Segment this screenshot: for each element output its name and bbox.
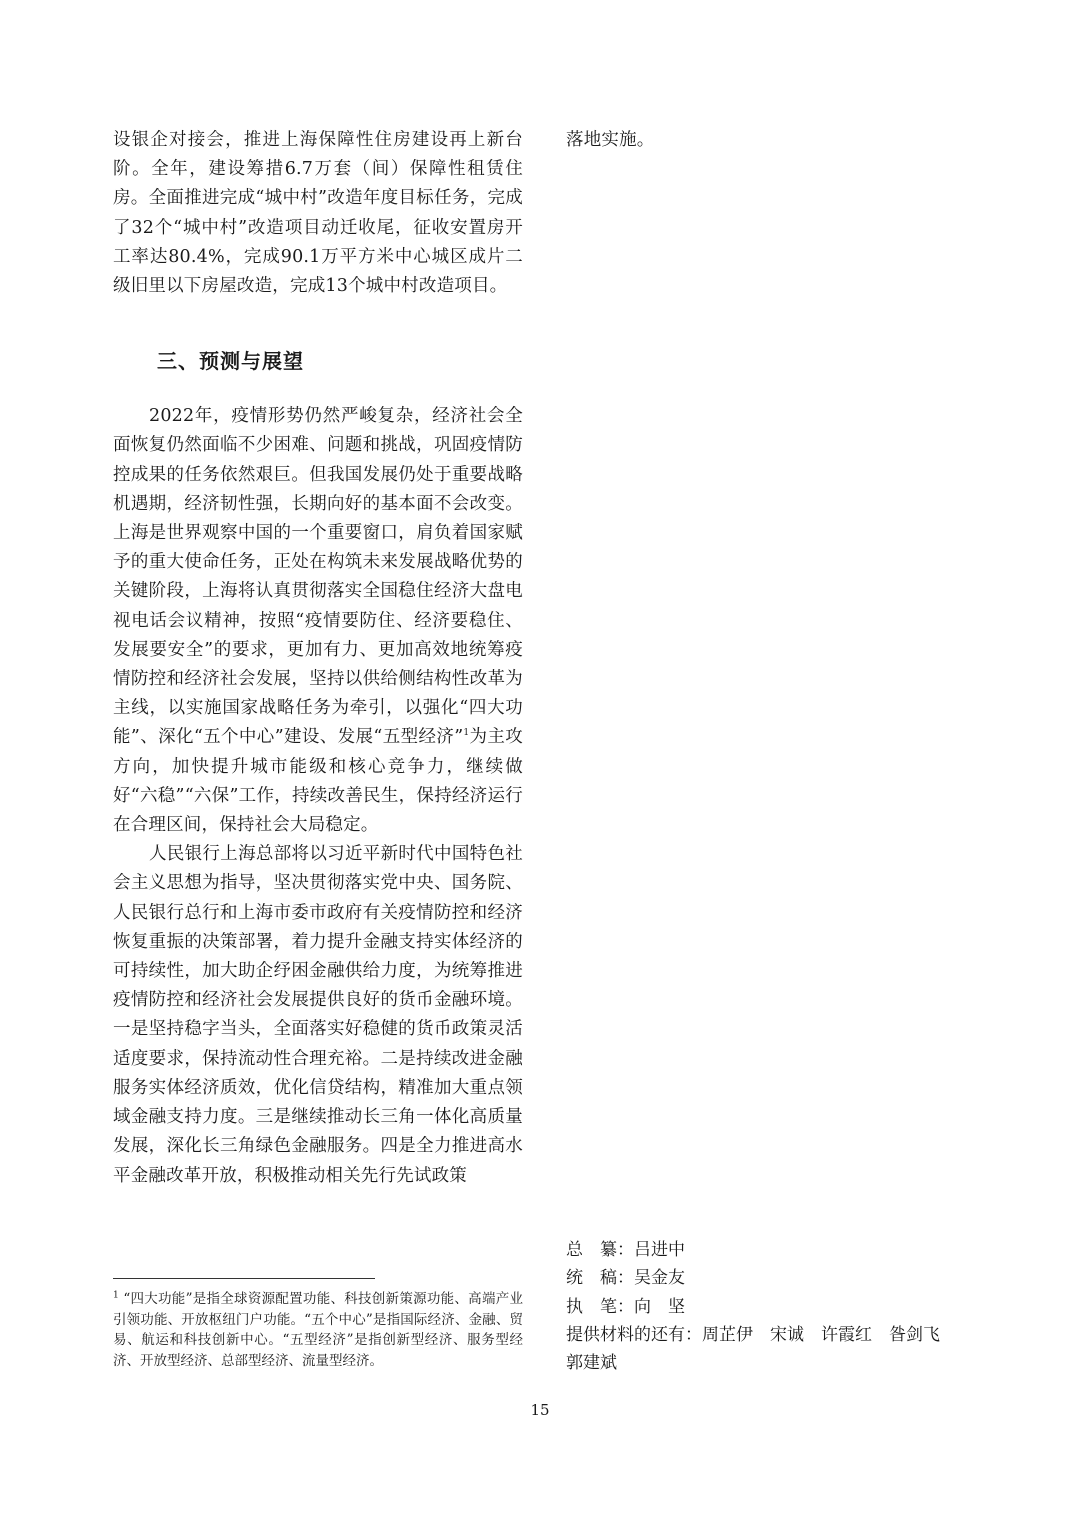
footnote-text: “四大功能”是指全球资源配置功能、科技创新策源功能、高端产业引领功能、开放枢纽门户功能。“五个中心”是指国际经济、金融、贸易、航运和科技创新中心。“五型经济”是指创新型经济、服务型经济、开放型经济、总部型经济、流量型经济。 bbox=[113, 1291, 523, 1369]
footnote-reference[interactable]: 1 bbox=[463, 728, 470, 739]
credit-role: 总 纂： bbox=[566, 1240, 634, 1260]
credit-names: 吕进中 bbox=[634, 1240, 685, 1260]
credit-role: 执 笔： bbox=[566, 1296, 634, 1317]
page-number: 15 bbox=[530, 1401, 550, 1419]
footnote-divider bbox=[113, 1278, 375, 1279]
credit-row-contributors-continued: 郭建斌 bbox=[566, 1353, 617, 1374]
body-paragraph-right-continued: 落地实施。 bbox=[566, 130, 655, 150]
right-column bbox=[566, 126, 986, 155]
credit-row-writer bbox=[566, 1293, 1036, 1321]
credit-names: 向 坚 bbox=[634, 1296, 685, 1317]
body-paragraph-continued: 设银企对接会，推进上海保障性住房建设再上新台阶。全年，建设筹措6.7万套（间）保障性租赁住房。全面推进完成“城中村”改造年度目标任务，完成了32个“城中村”改造项目动迁收尾，征收安置房开工率达80.4%，完成90.1万平方米中心城区成片二级旧里以下房屋改造，完成13个城中村改造项目。 bbox=[113, 130, 523, 297]
body-paragraph-pbc: 人民银行上海总部将以习近平新时代中国特色社会主义思想为指导，坚决贯彻落实党中央、国务院、人民银行总行和上海市委市政府有关疫情防控和经济恢复重振的决策部署，着力提升金融支持实体经济的可持续性，加大助企纾困金融供给力度，为统筹推进疫情防控和经济社会发展提供良好的货币金融环境。一是坚持稳字当头，全面落实好稳健的货币政策灵活适度要求，保持流动性合理充裕。二是持续改进金融服务实体经济质效，优化信贷结构，精准加大重点领域金融支持力度。三是继续推动长三角一体化高质量发展，深化长三角绿色金融服务。四是全力推进高水平金融改革开放，积极推动相关先行先试政策 bbox=[113, 844, 523, 1186]
paragraph-text-after-note: 为主攻方向，加快提升城市能级和核心竞争力，继续做好“六稳”“六保”工作，持续改善民生，保持经济运行在合理区间，保持社会大局稳定。 bbox=[113, 727, 523, 836]
footnote-marker: 1 bbox=[113, 1290, 119, 1301]
paragraph-text-before-note: 2022年，疫情形势仍然严峻复杂，经济社会全面恢复仍然面临不少困难、问题和挑战，巩固疫情防控成果的任务依然艰巨。但我国发展仍处于重要战略机遇期，经济韧性强，长期向好的基本面不会改变。上海是世界观察中国的一个重要窗口，肩负着国家赋予的重大使命任务，正处在构筑未来发展战略优势的关键阶段，上海将认真贯彻落实全国稳住经济大盘电视电话会议精神，按照“疫情要防住、经济要稳住、发展要安全”的要求，更加有力、更加高效地统筹疫情防控和经济社会发展，坚持以供给侧结构性改革为主线，以实施国家战略任务为牵引，以强化“四大功能”、深化“五个中心”建设、发展“五型经济” bbox=[113, 406, 523, 748]
credit-role: 统 稿： bbox=[566, 1268, 634, 1289]
credits-block bbox=[566, 1236, 1036, 1377]
credit-row-chief-editor bbox=[566, 1236, 1036, 1264]
credit-row-editor bbox=[566, 1264, 1036, 1292]
credit-row-contributors bbox=[566, 1321, 1036, 1349]
body-paragraph-forecast bbox=[113, 402, 523, 840]
section-heading: 三、预测与展望 bbox=[157, 349, 304, 374]
credit-names: 吴金友 bbox=[634, 1268, 685, 1289]
credit-names: 周芷伊 宋诚 许霞红 昝剑飞 bbox=[702, 1324, 940, 1345]
left-column bbox=[113, 126, 523, 1191]
footnote bbox=[113, 1289, 523, 1371]
credit-role: 提供材料的还有： bbox=[566, 1324, 702, 1345]
